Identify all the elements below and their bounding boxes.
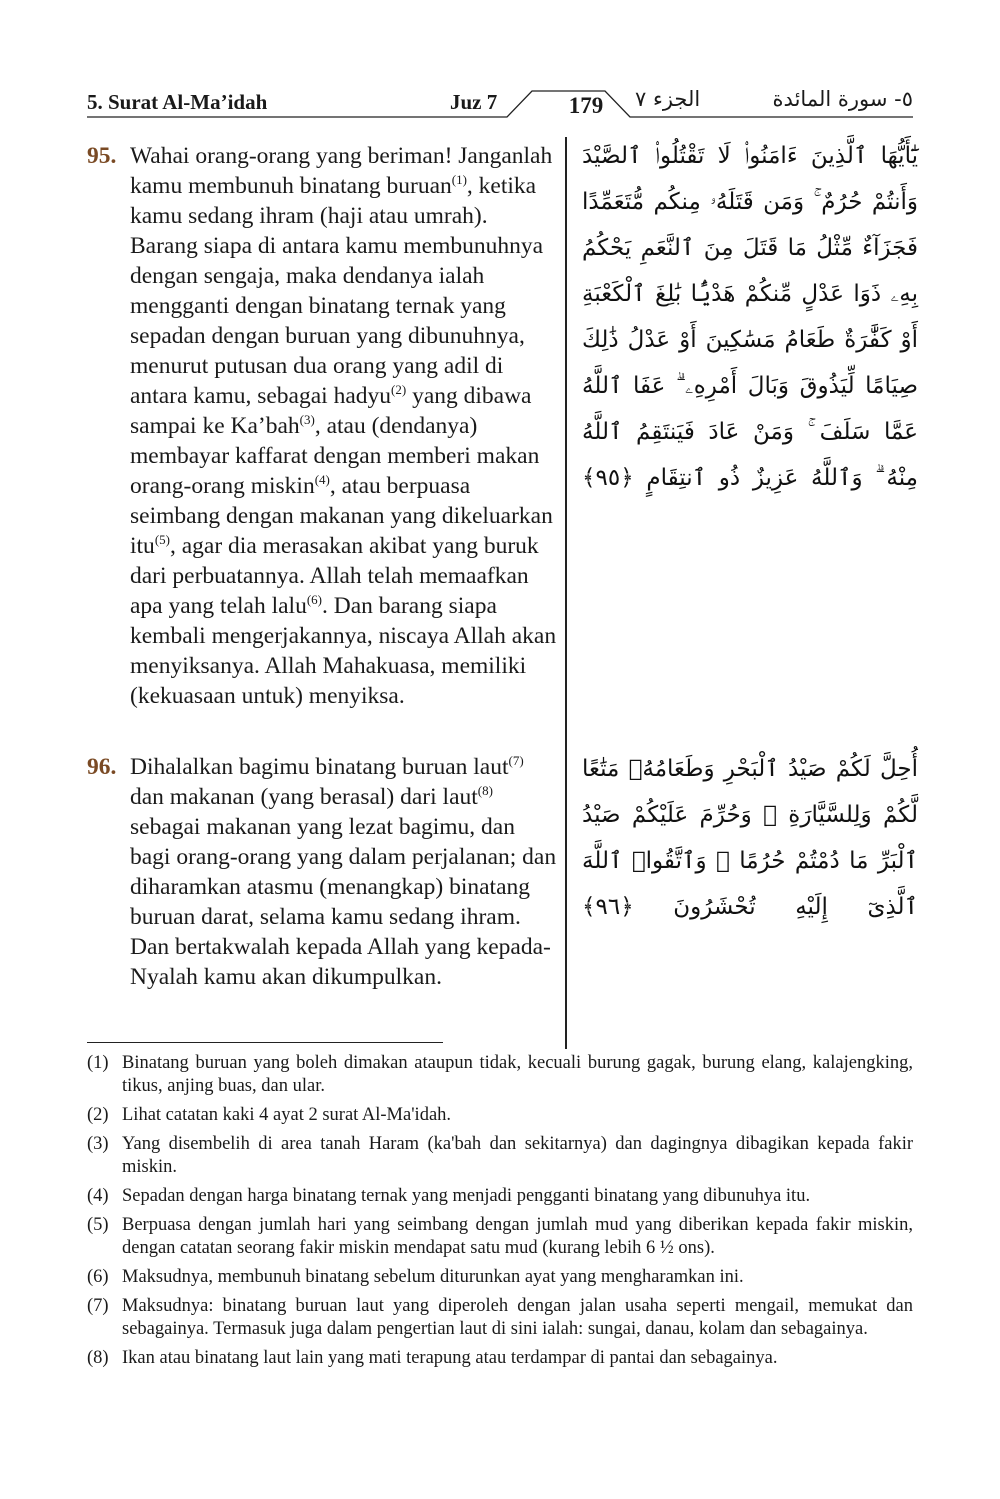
footnote-2 [87, 1104, 913, 1127]
verse-text-segment: , atau berpuasa seimbang dengan makanan yang dikeluarkan itu [130, 473, 553, 559]
surah-title-arabic: ٥- سورة المائدة [772, 87, 913, 111]
footnote-ref: (1) [451, 172, 467, 188]
verse-text-segment: Wahai orang-orang yang beriman! Janganlah kamu membunuh binatang buruan [130, 143, 553, 199]
column-divider [565, 137, 567, 1049]
footnote-4 [87, 1185, 913, 1208]
verse-text [130, 141, 557, 711]
footnote-number: (6) [87, 1267, 109, 1287]
footnote-number: (4) [87, 1186, 109, 1206]
verse-text-segment: . Dan barang siapa kembali mengerjakannya, niscaya Allah akan menyiksanya. Allah Mahakuasa, memiliki (kekuasaan untuk) menyiksa. [130, 593, 557, 709]
footnote-text: Maksudnya, membunuh binatang sebelum diturunkan ayat yang mengharamkan ini. [122, 1267, 744, 1287]
footnote-number: (7) [87, 1296, 109, 1316]
verse-text-segment: yang dibawa sampai ke Ka’bah [130, 383, 532, 439]
verse-text-segment: , atau (dendanya) membayar kaffarat dengan memberi makan orang-orang miskin [130, 413, 540, 499]
footnote-text: Yang disembelih di area tanah Haram (ka'bah dan sekitarnya) dan dagingnya dibagikan kepada fakir miskin. [122, 1134, 913, 1177]
footnote-8 [87, 1347, 913, 1370]
footnote-text: Ikan atau binatang laut lain yang mati terapung atau terdampar di pantai dan sebagainya. [122, 1348, 778, 1368]
footnote-text: Binatang buruan yang boleh dimakan ataupun tidak, kecuali burung gagak, burung elang, kalajengking, tikus, anjing buas, dan ular. [122, 1053, 913, 1096]
footnote-6 [87, 1266, 913, 1289]
verse-96-translation [87, 752, 557, 992]
page-number: 179 [568, 93, 604, 118]
footnote-number: (1) [87, 1053, 109, 1073]
verse-text-segment: sebagai makanan yang lezat bagimu, dan bagi orang-orang yang dalam perjalanan; dan diharamkan atasmu (menangkap) binatang buruan darat, selama kamu sedang ihram. Dan bertakwalah kepada Allah yang kepada-Nyalah kamu akan dikumpulkan. [130, 814, 557, 990]
verse-number: 96. [87, 754, 117, 780]
verse-text-segment: , ketika kamu sedang ihram (haji atau umrah). Barang siapa di antara kamu membunuhnya dengan sengaja, maka dendanya ialah mengganti dengan binatang ternak yang sepadan dengan buruan yang dibunuhnya, menurut putusan dua orang yang adil di antara kamu, sebagai hadyu [130, 173, 544, 409]
footnote-ref: (3) [299, 412, 315, 428]
footnote-7 [87, 1295, 913, 1341]
footnote-number: (8) [87, 1348, 109, 1368]
footnote-5 [87, 1214, 913, 1260]
footnote-number: (2) [87, 1105, 109, 1125]
footnote-3 [87, 1133, 913, 1179]
footnote-ref: (5) [154, 532, 170, 548]
footnote-ref: (6) [306, 592, 322, 608]
verse-95-translation [87, 141, 557, 711]
verse-text-segment: dan makanan (yang berasal) dari laut [130, 784, 478, 810]
footnote-text: Berpuasa dengan jumlah hari yang seimbang dengan jumlah mud yang diberikan kepada fakir miskin, dengan catatan seorang fakir miskin mendapat satu mud (kurang lebih 6 ½ ons). [122, 1215, 913, 1258]
verse-96-arabic: أُحِلَّ لَكُمْ صَيْدُ ٱلْبَحْرِ وَطَعَامُهُۥ مَتَٰعًا لَّكُمْ وَلِلسَّيَّارَةِ ۖ وَحُرِّمَ عَلَيْكُمْ صَيْدُ ٱلْبَرِّ مَا دُمْتُمْ حُرُمًا ۗ وَٱتَّقُوا۟ ٱللَّهَ ٱلَّذِىٓ إِلَيْهِ تُحْشَرُونَ ﴿٩٦﴾ [582, 756, 918, 920]
verse-95-arabic: يَٰٓأَيُّهَا ٱلَّذِينَ ءَامَنُوا۟ لَا تَقْتُلُوا۟ ٱلصَّيْدَ وَأَنتُمْ حُرُمٌ ۚ وَمَن قَتَلَهُۥ مِنكُم مُّتَعَمِّدًا فَجَزَآءٌ مِّثْلُ مَا قَتَلَ مِنَ ٱلنَّعَمِ يَحْكُمُ بِهِۦ ذَوَا عَدْلٍ مِّنكُمْ هَدْيًۢا بَٰلِغَ ٱلْكَعْبَةِ أَوْ كَفَّٰرَةٌ طَعَامُ مَسَٰكِينَ أَوْ عَدْلُ ذَٰلِكَ صِيَامًا لِّيَذُوقَ وَبَالَ أَمْرِهِۦ ۗ عَفَا ٱللَّهُ عَمَّا سَلَفَ ۚ وَمَنْ عَادَ فَيَنتَقِمُ ٱللَّهُ مِنْهُ ۗ وَٱللَّهُ عَزِيزٌ ذُو ٱنتِقَامٍ ﴿٩٥﴾ [582, 143, 918, 491]
surah-title-latin: 5. Surat Al-Ma’idah [87, 90, 268, 114]
juz-label-latin: Juz 7 [450, 90, 498, 114]
verse-text-segment: , agar dia merasakan akibat yang buruk dari perbuatannya. Allah telah memaafkan apa yang telah lalu [130, 533, 539, 619]
juz-label-arabic: الجزء ٧ [635, 87, 701, 111]
footnote-rule [87, 1042, 443, 1043]
footnote-ref: (8) [477, 783, 493, 799]
footnote-ref: (2) [391, 382, 407, 398]
footnote-ref: (4) [314, 472, 330, 488]
footnote-text: Sepadan dengan harga binatang ternak yang menjadi pengganti binatang yang dibunuhya itu. [122, 1186, 811, 1206]
footnote-number: (3) [87, 1134, 109, 1154]
footnote-ref: (7) [508, 753, 524, 769]
verse-number: 95. [87, 143, 117, 169]
verse-text-segment: Dihalalkan bagimu binatang buruan laut [130, 754, 509, 780]
footnote-text: Maksudnya: binatang buruan laut yang diperoleh dengan jalan usaha seperti mengail, memukat dan sebagainya. Termasuk juga dalam pengertian laut di sini ialah: sungai, danau, kolam dan sebagainya. [122, 1296, 913, 1339]
page-header [87, 84, 913, 124]
footnotes [87, 1052, 913, 1376]
footnote-text: Lihat catatan kaki 4 ayat 2 surat Al-Ma'idah. [122, 1105, 452, 1125]
footnote-1 [87, 1052, 913, 1098]
footnote-number: (5) [87, 1215, 109, 1235]
verse-text [130, 752, 557, 992]
